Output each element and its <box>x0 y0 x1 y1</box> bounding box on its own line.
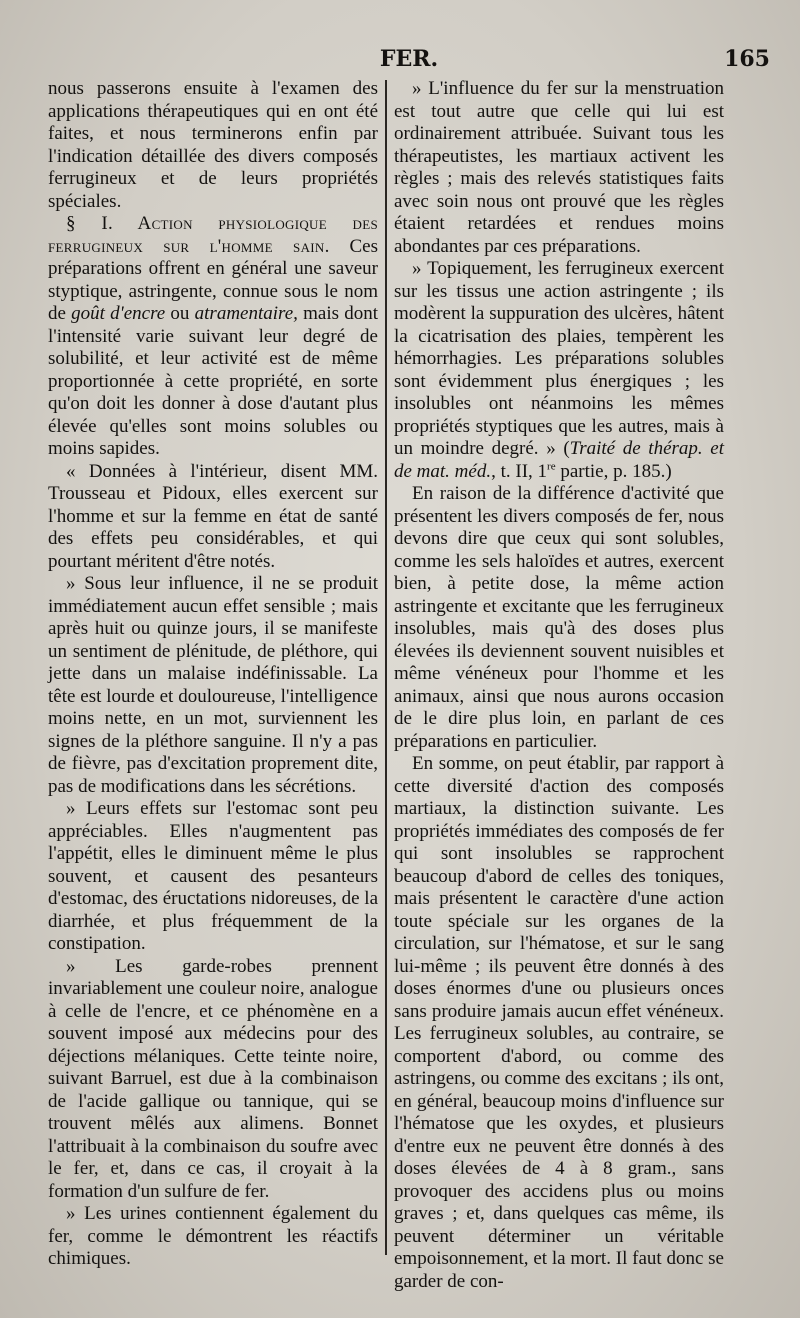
paragraph: » Leurs effets sur l'estomac sont peu appréciables. Elles n'augmentent pas l'appétit, elles le diminuent même le plus souvent, et causent des pesanteurs d'estomac, des éructations nidoreuses, de la diarrhée, et plus fréquemment de la constipation. <box>48 798 379 954</box>
page-number: 165 <box>724 46 770 72</box>
paragraph: En raison de la différence d'activité que présentent les divers composés de fer, nous devons dire que ceux qui sont solubles, comme les sels haloïdes et autres, exercent bien, à petite dose, la même action astringente et excitante que les ferrugineux insolubles, mais qu'à des doses plus élevées ils deviennent souvent nuisibles et même vénéneux pour l'homme et les animaux, ainsi que nous aurons occasion de le dire plus loin, en parlant de ces préparations en particulier. <box>394 483 724 752</box>
paragraph <box>394 258 724 483</box>
paragraph: » Les urines contiennent également du fer, comme le démontrent les réactifs chimiques. <box>48 1203 378 1269</box>
paragraph-text: ou <box>165 303 195 324</box>
paragraph-text: , t. II, 1 <box>491 460 548 482</box>
running-title: FER. <box>379 46 439 72</box>
italic-term: goût d'encre <box>71 303 166 324</box>
paragraph-text: mais dont l'intensité varie suivant leur degré de solubilité, et leur activité est de même proportionnée à cette propriété, en sorte qu'on doit les donner à dose d'autant plus élevée qu'elles sont moins solubles ou moins sapides. <box>48 303 378 459</box>
paragraph-text: » Topiquement, les ferrugineux exercent sur les tissus une action astringente ; ils modèrent la suppuration des ulcères, hâtent la cicatrisation des plaies, tempèrent les hémorrhagies. Les préparations solubles sont évidemment plus énergiques ; les insolubles ont néanmoins les mêmes propriétés styptiques que les autres, mais à un moindre degré. » ( <box>394 258 724 459</box>
italic-term: atramentaire, <box>194 303 298 324</box>
section-paragraph <box>48 213 378 461</box>
section-heading: § I. Action physiologique des ferrugineux sur l'homme sain. <box>48 213 378 257</box>
paragraph: « Données à l'intérieur, disent MM. Trousseau et Pidoux, elles exercent sur l'homme et sur la femme en état de santé des effets peu considérables, et qui pourtant méritent d'être notés. <box>48 460 378 572</box>
running-header <box>48 46 770 78</box>
paragraph: nous passerons ensuite à l'examen des applications thérapeutiques qui en ont été faites, et nous terminerons enfin par l'indication détaillée des divers composés ferrugineux et de leurs propriétés spéciales. <box>48 78 378 212</box>
citation-title: Traité de thérap. et de mat. méd. <box>394 438 725 482</box>
paragraph: » Les garde-robes prennent invariablement une couleur noire, analogue à celle de l'encre, et ce phénomène en a souvent imposé aux médecins pour des déjections mélaniques. Cette teinte noire, suivant Barruel, est due à la combinaison de l'acide gallique ou tannique, qui se trouvent mêlés aux alimens. Bonnet l'attribuait à la combinaison du soufre avec le fer, et, dans ce cas, il croyait à la formation d'un sulfure de fer. <box>48 955 378 1202</box>
superscript: re <box>547 460 556 473</box>
paragraph-text: partie, p. 185.) <box>555 460 672 482</box>
right-column <box>394 78 724 1293</box>
paragraph: » L'influence du fer sur la menstruation est tout autre que celle qui lui est ordinairement attribuée. Suivant tous les thérapeutistes, les martiaux activent les règles ; mais des relevés statistiques faits avec soin nous ont prouvé que les règles étaient retardées et rendues moins abondantes par ces préparations. <box>394 78 724 257</box>
paragraph-text: Ces préparations offrent en général une saveur styptique, astringente, connue sous le nom de <box>48 235 378 324</box>
left-column <box>48 78 378 1271</box>
paragraph: En somme, on peut établir, par rapport à cette diversité d'action des composés martiaux, la distinction suivante. Les propriétés immédiates des composés de fer qui sont insolubles se rapprochent beaucoup d'abord de celles des toniques, mais présentent le caractère d'une action toute spéciale sur les organes de la circulation, sur l'hématose, et sur le sang lui-même ; ils peuvent être donnés à des doses énormes d'une ou plusieurs onces sans produire jamais aucun effet vénéneux. Les ferrugineux solubles, au contraire, se comportent d'abord, ou comme des astringens, ou comme des excitans ; ils ont, en général, beaucoup moins d'influence sur l'hématose que les oxydes, et plusieurs d'entre eux ne peuvent être donnés à des doses élevées de 4 à 8 gram., sans provoquer des accidens plus ou moins graves ; et, dans quelques cas même, ils peuvent déterminer un véritable empoisonnement, et la mort. Il faut donc se garder de con- <box>394 753 724 1292</box>
paragraph: » Sous leur influence, il ne se produit immédiatement aucun effet sensible ; mais après huit ou quinze jours, il se manifeste un sentiment de plénitude, de pléthore, qui jette dans un malaise indéfinissable. La tête est lourde et douloureuse, l'intelligence moins nette, en un mot, surviennent les signes de la pléthore sanguine. Il n'y a pas de fièvre, pas d'excitation proprement dite, pas de modifications dans les sécrétions. <box>48 573 378 797</box>
column-divider <box>385 80 387 1255</box>
